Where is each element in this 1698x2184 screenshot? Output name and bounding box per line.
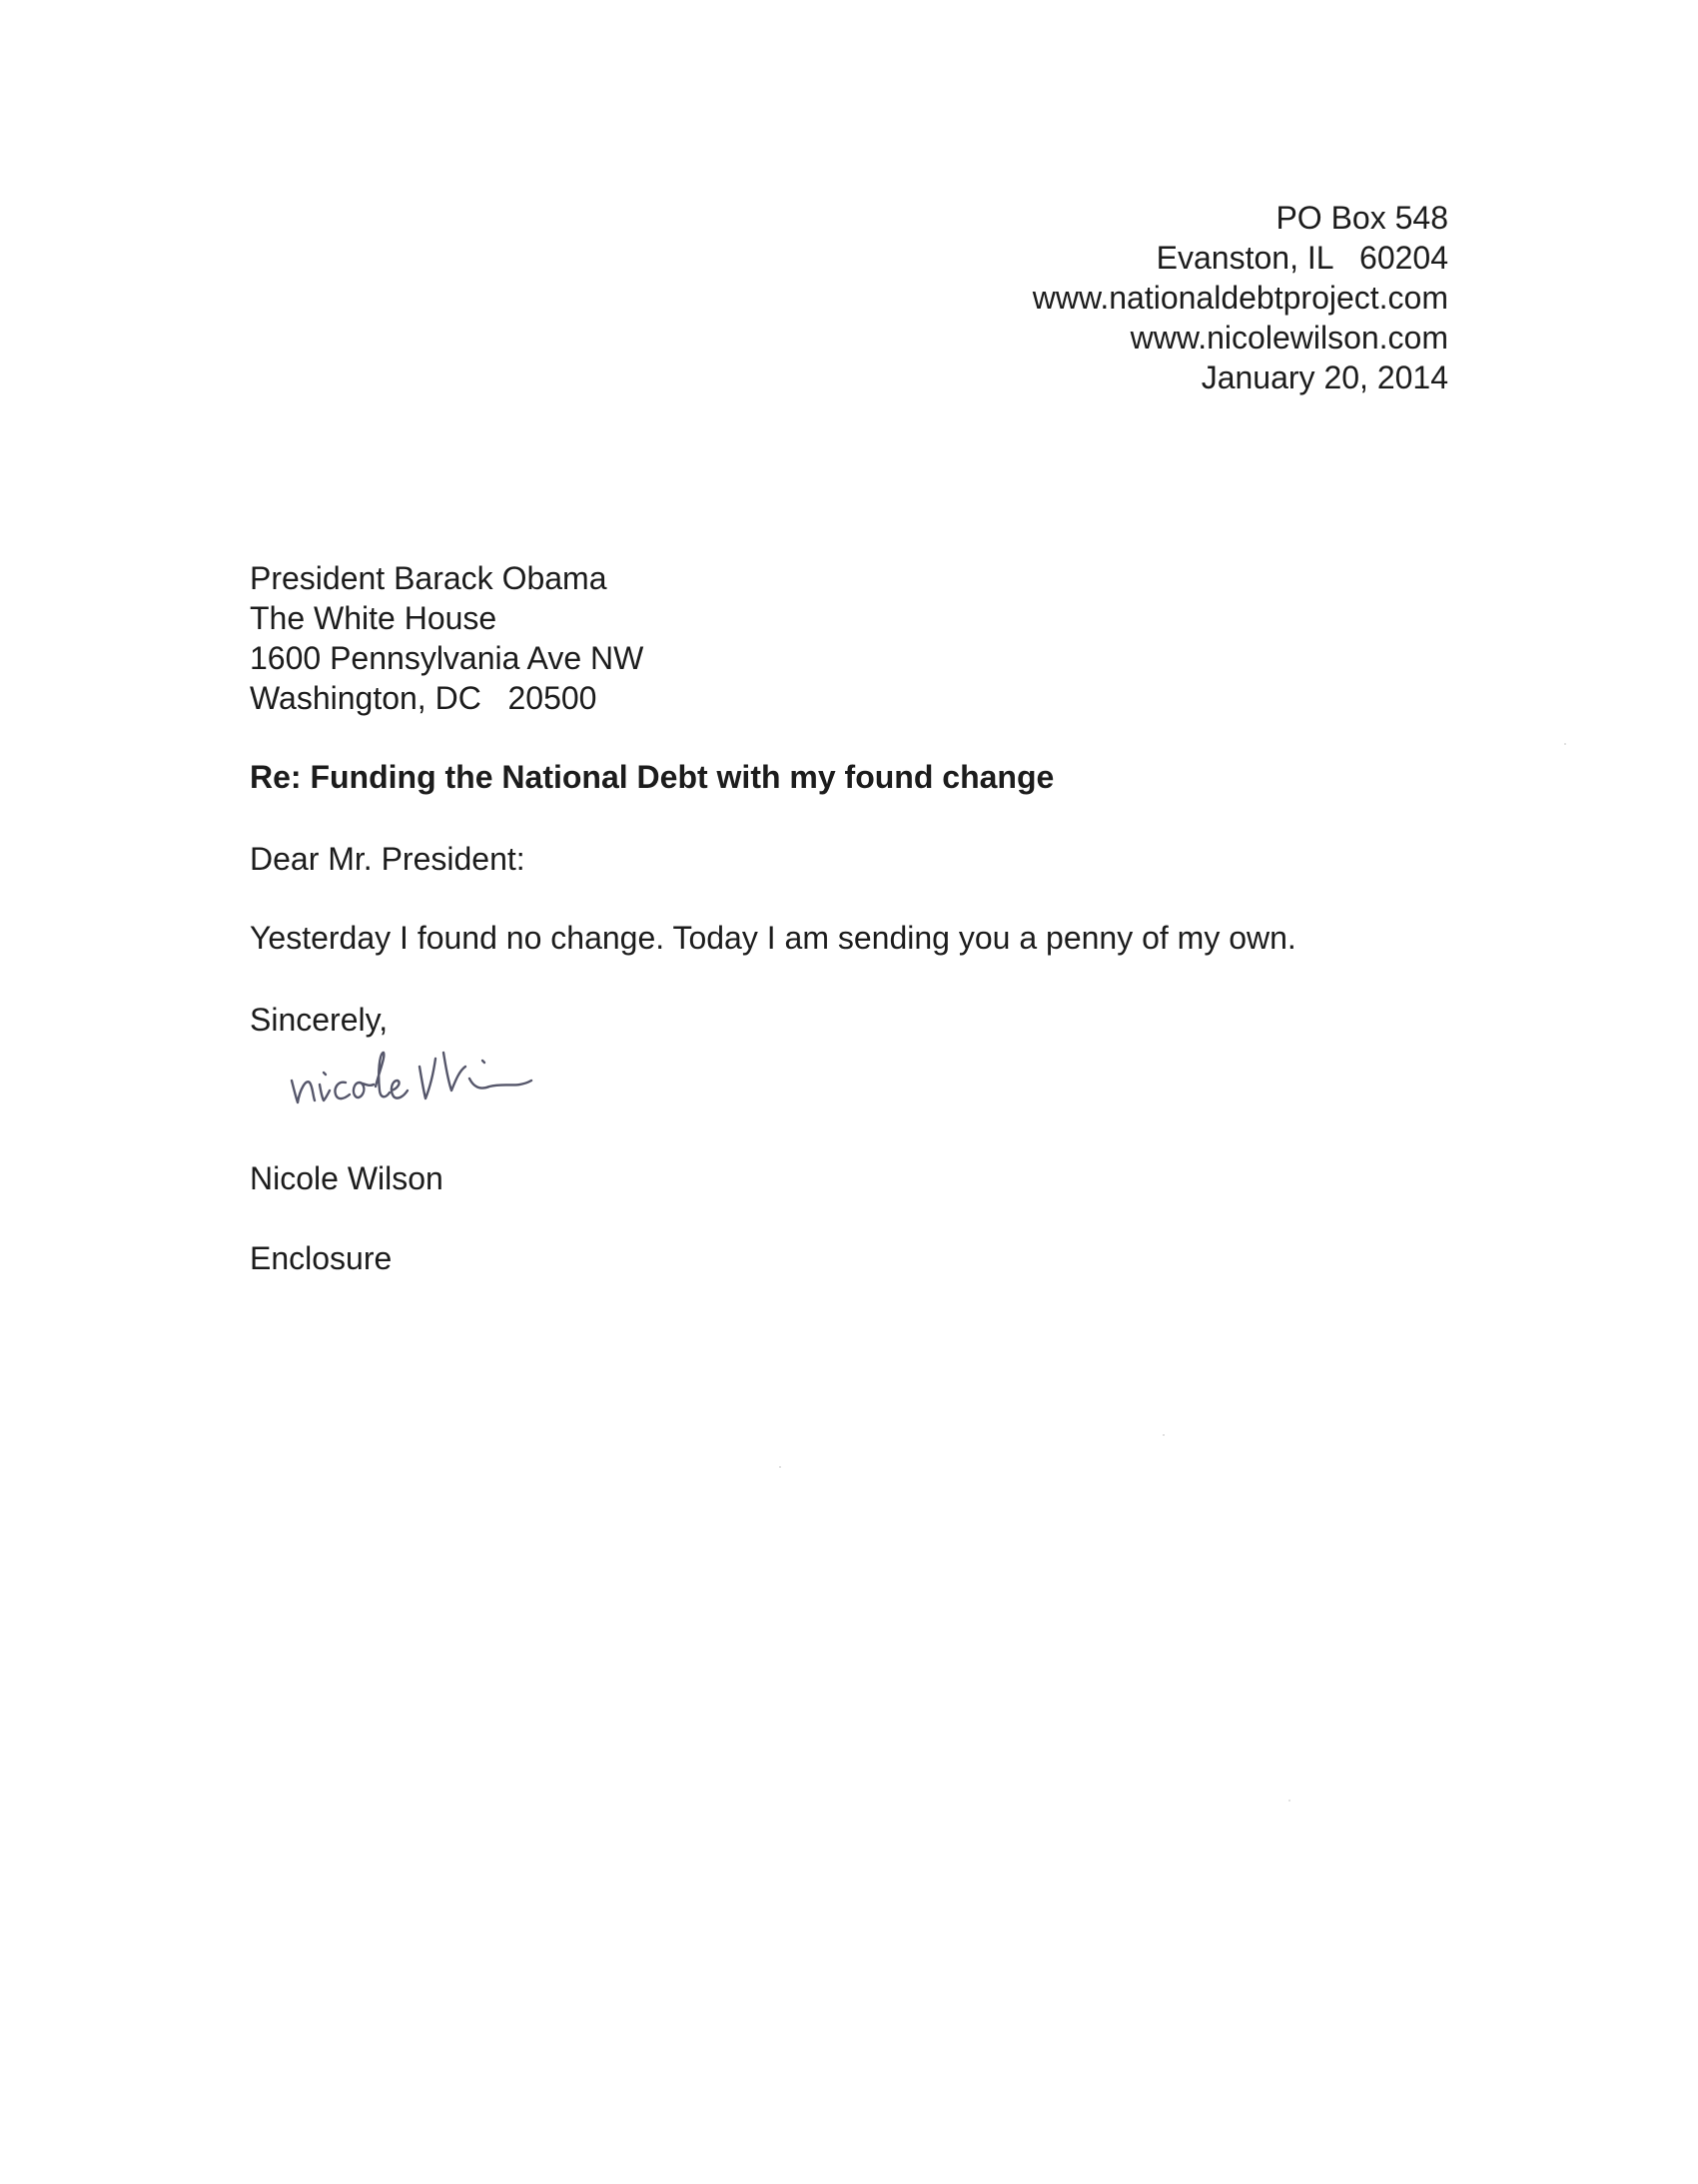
signature-stroke xyxy=(376,1053,390,1096)
sender-website-nicole-wilson: www.nicolewilson.com xyxy=(1130,320,1448,356)
signature-stroke xyxy=(354,1083,374,1097)
scan-speck xyxy=(1163,1434,1165,1436)
signature-stroke xyxy=(443,1053,465,1091)
sender-city-state-zip: Evanston, IL 60204 xyxy=(1156,240,1448,276)
letter-date: January 20, 2014 xyxy=(1201,360,1448,395)
signature-stroke xyxy=(320,1085,330,1100)
signature-stroke xyxy=(335,1083,350,1098)
recipient-organization: The White House xyxy=(250,600,497,636)
signature-stroke xyxy=(420,1059,435,1098)
handwritten-signature xyxy=(280,1029,609,1128)
scan-speck xyxy=(1288,1800,1290,1802)
signature-stroke xyxy=(469,1079,531,1089)
subject-line: Re: Funding the National Debt with my found change xyxy=(250,759,1055,795)
sender-po-box: PO Box 548 xyxy=(1275,200,1448,236)
recipient-city-state-zip: Washington, DC 20500 xyxy=(250,680,597,716)
sender-address-block xyxy=(1033,198,1448,397)
recipient-address-block xyxy=(250,558,643,718)
recipient-street: 1600 Pennsylvania Ave NW xyxy=(250,640,644,676)
scan-speck xyxy=(1564,743,1566,745)
sender-website-national-debt-project: www.nationaldebtproject.com xyxy=(1032,280,1448,316)
signature-stroke xyxy=(324,1073,326,1075)
signer-name: Nicole Wilson xyxy=(250,1160,443,1196)
signature-stroke xyxy=(292,1081,315,1102)
salutation: Dear Mr. President: xyxy=(250,841,525,877)
closing: Sincerely, xyxy=(250,1002,389,1038)
enclosure-notation: Enclosure xyxy=(250,1240,393,1276)
signature-strokes xyxy=(292,1053,531,1102)
scan-speck xyxy=(779,1466,781,1468)
signature-stroke xyxy=(392,1081,408,1098)
letter-body: Yesterday I found no change. Today I am sending you a penny of my own. xyxy=(250,920,1296,956)
recipient-name: President Barack Obama xyxy=(250,560,607,596)
signature-stroke xyxy=(482,1061,484,1063)
